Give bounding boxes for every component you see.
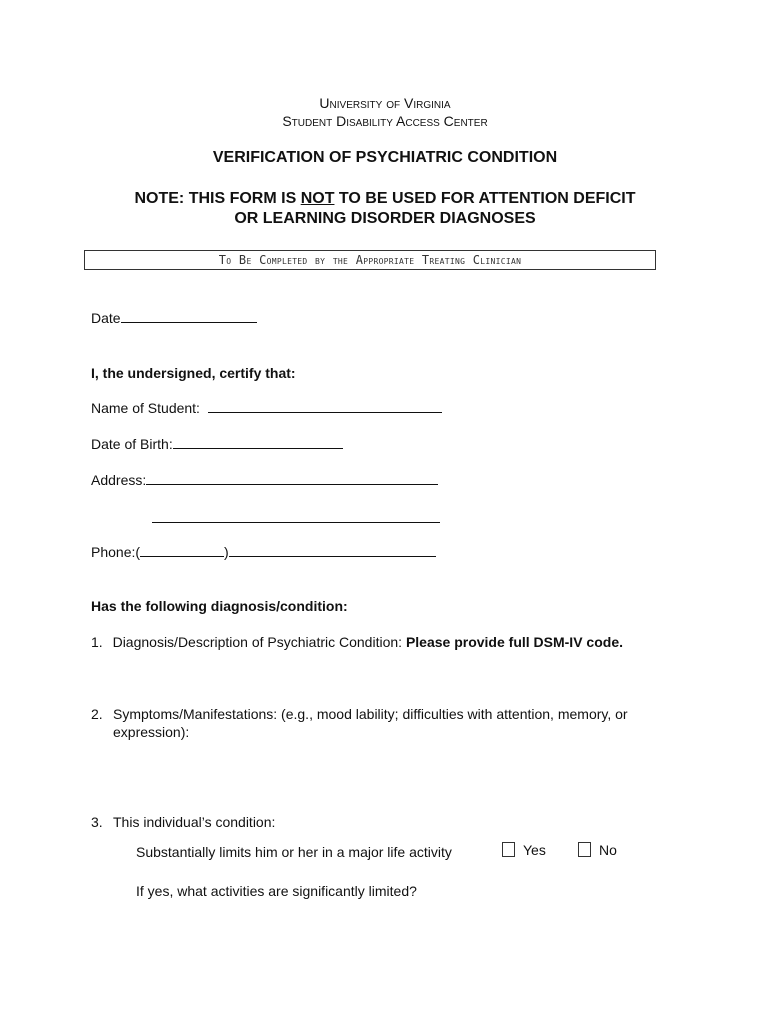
date-label: Date — [91, 310, 121, 326]
item-1-number: 1. — [91, 634, 103, 650]
item-3-number: 3. — [91, 814, 103, 830]
university-name: University of Virginia — [319, 95, 451, 111]
note-emphasis: NOT — [300, 190, 335, 207]
activities-question: If yes, what activities are significantly limited? — [136, 883, 417, 899]
note-suffix: TO BE USED FOR ATTENTION DEFICIT — [334, 190, 636, 207]
address-field-2[interactable] — [152, 510, 440, 523]
item-2-number: 2. — [91, 706, 103, 722]
limits-text: Substantially limits him or her in a major life activity — [136, 844, 452, 860]
phone-separator: ) — [224, 544, 229, 560]
item-1 — [91, 634, 623, 650]
yes-checkbox[interactable] — [502, 842, 515, 857]
diagnosis-heading: Has the following diagnosis/condition: — [91, 598, 348, 614]
item-2-line-2: expression): — [113, 724, 190, 740]
form-title: VERIFICATION OF PSYCHIATRIC CONDITION — [212, 149, 558, 166]
certify-statement: I, the undersigned, certify that: — [91, 365, 296, 381]
student-row — [91, 400, 442, 416]
phone-area-code-field[interactable] — [140, 544, 224, 557]
note-line-2: OR LEARNING DISORDER DIAGNOSES — [234, 210, 536, 227]
phone-label: Phone:( — [91, 544, 141, 560]
item-1-text: Diagnosis/Description of Psychiatric Condition: — [112, 634, 406, 650]
yes-option[interactable] — [502, 842, 546, 858]
item-1-bold: Please provide full DSM-IV code. — [405, 634, 623, 650]
student-name-field[interactable] — [208, 400, 442, 413]
note-line-1 — [0, 189, 770, 209]
clinician-banner: To Be Completed by the Appropriate Treating Clinician — [84, 250, 656, 270]
item-3-text: This individual’s condition: — [113, 814, 276, 830]
dob-field[interactable] — [173, 436, 343, 449]
dob-row — [91, 436, 343, 452]
no-checkbox[interactable] — [578, 842, 591, 857]
note-prefix: NOTE: THIS FORM IS — [134, 190, 301, 207]
student-label: Name of Student: — [91, 400, 200, 416]
phone-row — [91, 544, 436, 560]
item-2-line-1: Symptoms/Manifestations: (e.g., mood lability; difficulties with attention, memory, or — [113, 706, 628, 722]
phone-number-field[interactable] — [229, 544, 436, 557]
address-field-1[interactable] — [146, 472, 438, 485]
date-row — [91, 310, 257, 326]
address-label: Address: — [91, 472, 147, 488]
no-label: No — [599, 842, 617, 858]
yes-label: Yes — [523, 842, 546, 858]
no-option[interactable] — [578, 842, 617, 858]
dob-label: Date of Birth: — [91, 436, 173, 452]
center-name: Student Disability Access Center — [282, 113, 488, 129]
date-field[interactable] — [121, 310, 257, 323]
address-row — [91, 472, 438, 488]
